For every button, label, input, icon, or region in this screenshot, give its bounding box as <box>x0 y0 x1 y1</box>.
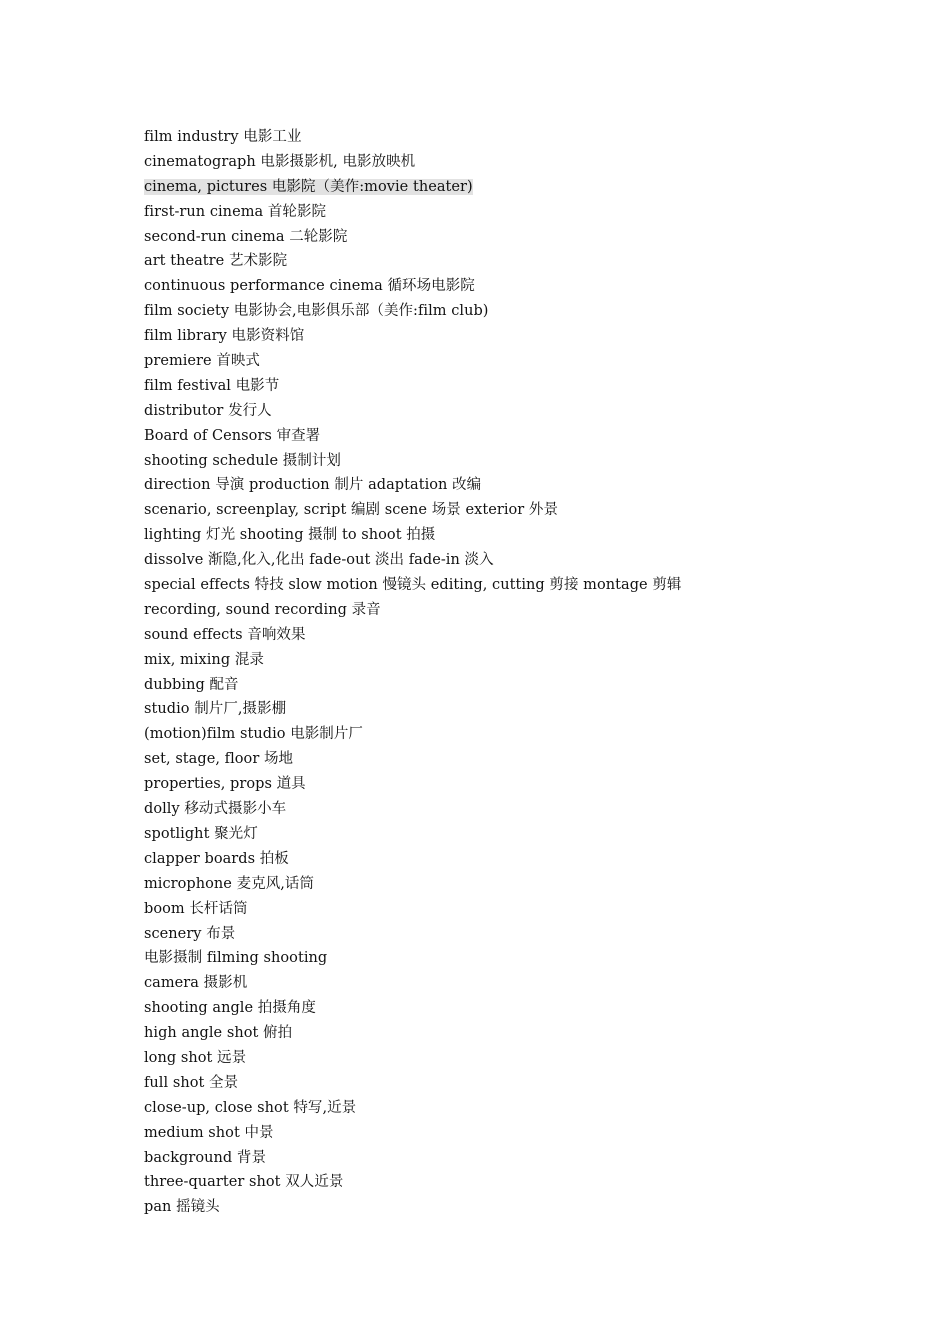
vocab-line: high angle shot 俯拍 <box>144 1025 293 1042</box>
vocab-line: special effects 特技 slow motion 慢镜头 editing, cutting 剪接 montage 剪辑 <box>144 577 682 594</box>
vocab-line: Board of Censors 审查署 <box>144 427 321 444</box>
vocab-line: spotlight 聚光灯 <box>144 825 258 842</box>
vocab-line: background 背景 <box>144 1149 266 1166</box>
document-page <box>144 125 864 1220</box>
vocab-line: set, stage, floor 场地 <box>144 751 294 768</box>
vocab-line: (motion)film studio 电影制片厂 <box>144 726 363 743</box>
vocab-line: boom 长杆话筒 <box>144 900 248 917</box>
vocab-line: properties, props 道具 <box>144 776 306 793</box>
vocab-line: mix, mixing 混录 <box>144 651 264 668</box>
vocab-line: pan 摇镜头 <box>144 1199 220 1216</box>
vocab-line: full shot 全景 <box>144 1074 239 1091</box>
vocab-line: long shot 远景 <box>144 1049 247 1066</box>
vocab-line: camera 摄影机 <box>144 975 248 992</box>
vocab-line: scenery 布景 <box>144 925 236 942</box>
highlighted-text: cinema, pictures 电影院（美作:movie theater) <box>144 178 473 195</box>
vocab-line: studio 制片厂,摄影棚 <box>144 701 287 718</box>
vocab-line: premiere 首映式 <box>144 353 260 370</box>
vocab-line: dissolve 渐隐,化入,化出 fade-out 淡出 fade-in 淡入 <box>144 552 494 569</box>
vocab-line: shooting angle 拍摄角度 <box>144 1000 316 1017</box>
vocab-line: microphone 麦克风,话筒 <box>144 875 315 892</box>
vocab-line: scenario, screenplay, script 编剧 scene 场景 exterior 外景 <box>144 502 559 519</box>
vocab-line: film industry 电影工业 <box>144 129 302 145</box>
vocab-line: cinematograph 电影摄影机, 电影放映机 <box>144 153 416 170</box>
vocab-line: distributor 发行人 <box>144 402 272 419</box>
vocab-line: film society 电影协会,电影俱乐部（美作:film club) <box>144 303 489 320</box>
vocab-line: recording, sound recording 录音 <box>144 601 381 618</box>
vocab-line: dubbing 配音 <box>144 676 239 693</box>
vocab-line: shooting schedule 摄制计划 <box>144 452 341 469</box>
vocab-line: direction 导演 production 制片 adaptation 改编 <box>144 477 482 494</box>
vocab-line: clapper boards 拍板 <box>144 850 289 867</box>
vocab-line: film library 电影资料馆 <box>144 328 305 345</box>
vocab-line: close-up, close shot 特写,近景 <box>144 1099 357 1116</box>
vocab-line: first-run cinema 首轮影院 <box>144 203 327 220</box>
vocab-line: continuous performance cinema 循环场电影院 <box>144 278 475 295</box>
vocab-line: film festival 电影节 <box>144 377 280 394</box>
vocab-line: sound effects 音响效果 <box>144 626 306 643</box>
vocab-line <box>144 175 864 200</box>
vocab-line: art theatre 艺术影院 <box>144 253 288 270</box>
vocab-line: lighting 灯光 shooting 摄制 to shoot 拍摄 <box>144 527 436 544</box>
vocab-line: medium shot 中景 <box>144 1124 274 1141</box>
vocab-line: dolly 移动式摄影小车 <box>144 801 287 818</box>
vocab-line: 电影摄制 filming shooting <box>144 950 328 967</box>
vocab-line: three-quarter shot 双人近景 <box>144 1174 344 1191</box>
vocab-line: second-run cinema 二轮影院 <box>144 228 348 245</box>
